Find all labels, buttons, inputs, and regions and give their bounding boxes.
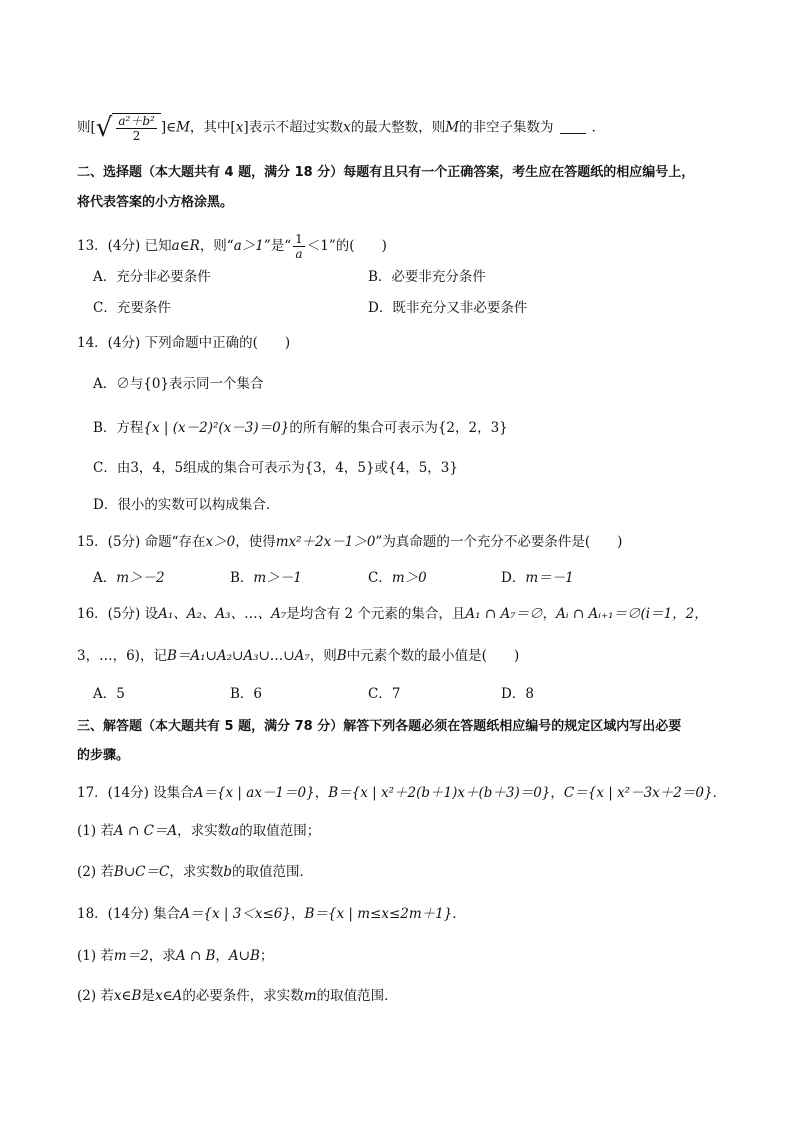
section-heading-cont: 的步骤。 (77, 748, 130, 763)
question-17-part-2 (77, 862, 754, 882)
text: D． (501, 570, 526, 586)
math: A＝{x | 3＜x≤6} (180, 906, 291, 922)
math-var: x (235, 119, 244, 136)
math: A ∩ C＝A (113, 823, 178, 839)
text: ]∈ (160, 119, 177, 136)
text: 的取值范围． (231, 864, 313, 880)
text: ． (591, 119, 606, 136)
math: B＝{x | x²＋2(b＋1)x＋(b＋3)＝0} (328, 785, 551, 801)
math: x∈A (154, 988, 183, 1004)
math: m＞0 (391, 570, 427, 586)
q16-option-d[interactable]: D．8 (501, 686, 534, 702)
text: ”的( ) (328, 238, 387, 254)
question-14-stem: 14．(4分) 下列命题中正确的( ) (77, 335, 291, 351)
math: m＞－1 (253, 570, 302, 586)
question-18-part-2 (77, 986, 754, 1006)
q16-option-b[interactable]: B．6 (230, 686, 263, 702)
math: a∈R (171, 238, 200, 254)
q14-option-d[interactable]: D．很小的实数可以构成集合． (93, 497, 280, 513)
text: B．方程 (93, 420, 144, 436)
text: ，其中[ (189, 119, 236, 136)
text: ”是“ (263, 238, 292, 254)
math: x＞0 (205, 534, 236, 550)
text: ，则“ (199, 238, 234, 254)
math-var: b (223, 864, 232, 880)
question-16-stem (77, 604, 754, 624)
math: m＝－1 (525, 570, 574, 586)
text: ． (712, 785, 727, 801)
q15-option-c[interactable] (368, 568, 427, 588)
text: 是 (141, 988, 155, 1004)
q13-option-b[interactable]: B．必要非充分条件 (368, 269, 486, 285)
continuation-line (77, 113, 754, 143)
sqrt-expression (96, 113, 161, 143)
text: B． (230, 570, 254, 586)
text: 则[ (77, 119, 96, 136)
math: A＝{x | ax－1＝0} (193, 785, 315, 801)
question-18-part-1 (77, 946, 754, 966)
math: {x | (x－2)²(x－3)＝0} (143, 420, 290, 436)
section-heading: 二、选择题（本大题共有 4 题，满分 18 分）每题有且只有一个正确答案，考生应在答题纸的相应编号上， (77, 165, 695, 180)
text: 的最大整数，则 (350, 119, 446, 136)
text: ， (215, 948, 229, 964)
math-var: M (445, 119, 460, 136)
text: ，则 (309, 648, 337, 664)
text: ； (259, 948, 274, 964)
q15-option-b[interactable] (230, 568, 302, 588)
q14-option-b[interactable] (93, 418, 508, 438)
fraction-denominator: a (295, 247, 303, 261)
text: 16．(5分) 设 (77, 606, 159, 622)
math: C＝{x | x²－3x＋2＝0} (563, 785, 713, 801)
text: 13．(4分) 已知 (77, 238, 172, 254)
question-13-stem (77, 232, 754, 261)
math: Aᵢ ∩ Aᵢ₊₁＝∅(i＝1，2， (556, 606, 708, 622)
q15-option-d[interactable] (501, 568, 574, 588)
math-var: x (343, 119, 351, 136)
q13-option-d[interactable]: D．既非充分又非必要条件 (368, 300, 528, 316)
math: mx²＋2x－1＞0 (275, 534, 376, 550)
text: ． (452, 906, 466, 922)
text: ，求实数 (177, 823, 232, 839)
math: m＞－2 (116, 570, 165, 586)
math: A∪B (228, 948, 260, 964)
radical-sign: √ (95, 113, 113, 143)
math-var: M (176, 119, 190, 136)
question-17-stem (77, 783, 754, 803)
text: ]表示不超过实数 (243, 119, 344, 136)
text: ， (314, 785, 329, 801)
fraction (293, 232, 305, 261)
text: ，求实数 (169, 864, 224, 880)
math: B＝{x | m≤x≤2m＋1} (304, 906, 453, 922)
math: B∪C＝C (113, 864, 170, 880)
q16-option-a[interactable]: A．5 (93, 686, 125, 702)
question-15-stem (77, 532, 754, 552)
math-var: m (303, 988, 317, 1004)
text: 17．(14分) 设集合 (77, 785, 194, 801)
q14-option-a[interactable]: A．∅与{0}表示同一个集合 (93, 376, 264, 392)
text: 的取值范围． (316, 988, 398, 1004)
text: ，使得 (235, 534, 276, 550)
text: C． (368, 570, 392, 586)
q14-option-c[interactable]: C．由3，4，5组成的集合可表示为{3，4，5}或{4，5，3} (93, 460, 458, 476)
math: m＝2 (113, 948, 149, 964)
text: 是均含有 2 个元素的集合，且 (286, 606, 466, 622)
text: 的所有解的集合可表示为{2，2，3} (289, 420, 508, 436)
text: (1) 若 (77, 948, 114, 964)
text: 的非空子集数为 (459, 119, 554, 136)
text: 的必要条件，求实数 (182, 988, 304, 1004)
math: ＜1 (306, 238, 329, 254)
q15-option-a[interactable] (93, 568, 165, 588)
text: 18．(14分) 集合 (77, 906, 181, 922)
text: ， (550, 785, 564, 801)
text: 的取值范围； (239, 823, 321, 839)
text: (2) 若 (77, 988, 114, 1004)
text: A． (93, 570, 117, 586)
answer-blank (560, 121, 586, 134)
question-18-stem (77, 904, 754, 924)
fraction-numerator: 1 (295, 232, 303, 246)
section-heading-cont: 将代表答案的小方格涂黑。 (77, 195, 234, 210)
text: ， (290, 906, 305, 922)
text: ”为真命题的一个充分不必要条件是( ) (375, 534, 623, 550)
text: (1) 若 (77, 823, 114, 839)
q13-option-c[interactable]: C．充要条件 (93, 300, 171, 316)
math-var: B (336, 648, 347, 664)
math: B＝A₁∪A₂∪A₃∪…∪A₇ (166, 648, 310, 664)
q16-option-c[interactable]: C．7 (368, 686, 401, 702)
text: ，求 (148, 948, 176, 964)
fraction-numerator: a²＋b² (118, 114, 155, 128)
math: A₁、A₂、A₃、…、A₇ (158, 606, 287, 622)
text: ， (542, 606, 557, 622)
q13-option-a[interactable]: A．充分非必要条件 (93, 269, 211, 285)
text: 15．(5分) 命题“存在 (77, 534, 206, 550)
question-16-stem-cont (77, 646, 754, 666)
math-var: a (231, 823, 240, 839)
math: a＞1 (233, 238, 264, 254)
text: 3，…，6)，记 (77, 648, 167, 664)
math: A ∩ B (175, 948, 216, 964)
section-heading: 三、解答题（本大题共有 5 题，满分 78 分）解答下列各题必须在答题纸相应编号的规定区域内写出必要 (77, 719, 682, 734)
text: (2) 若 (77, 864, 114, 880)
text: 中元素个数的最小值是( ) (346, 648, 520, 664)
math: A₁ ∩ A₇＝∅ (465, 606, 543, 622)
fraction-denominator: 2 (132, 129, 141, 143)
math: x∈B (113, 988, 142, 1004)
question-17-part-1 (77, 821, 754, 841)
